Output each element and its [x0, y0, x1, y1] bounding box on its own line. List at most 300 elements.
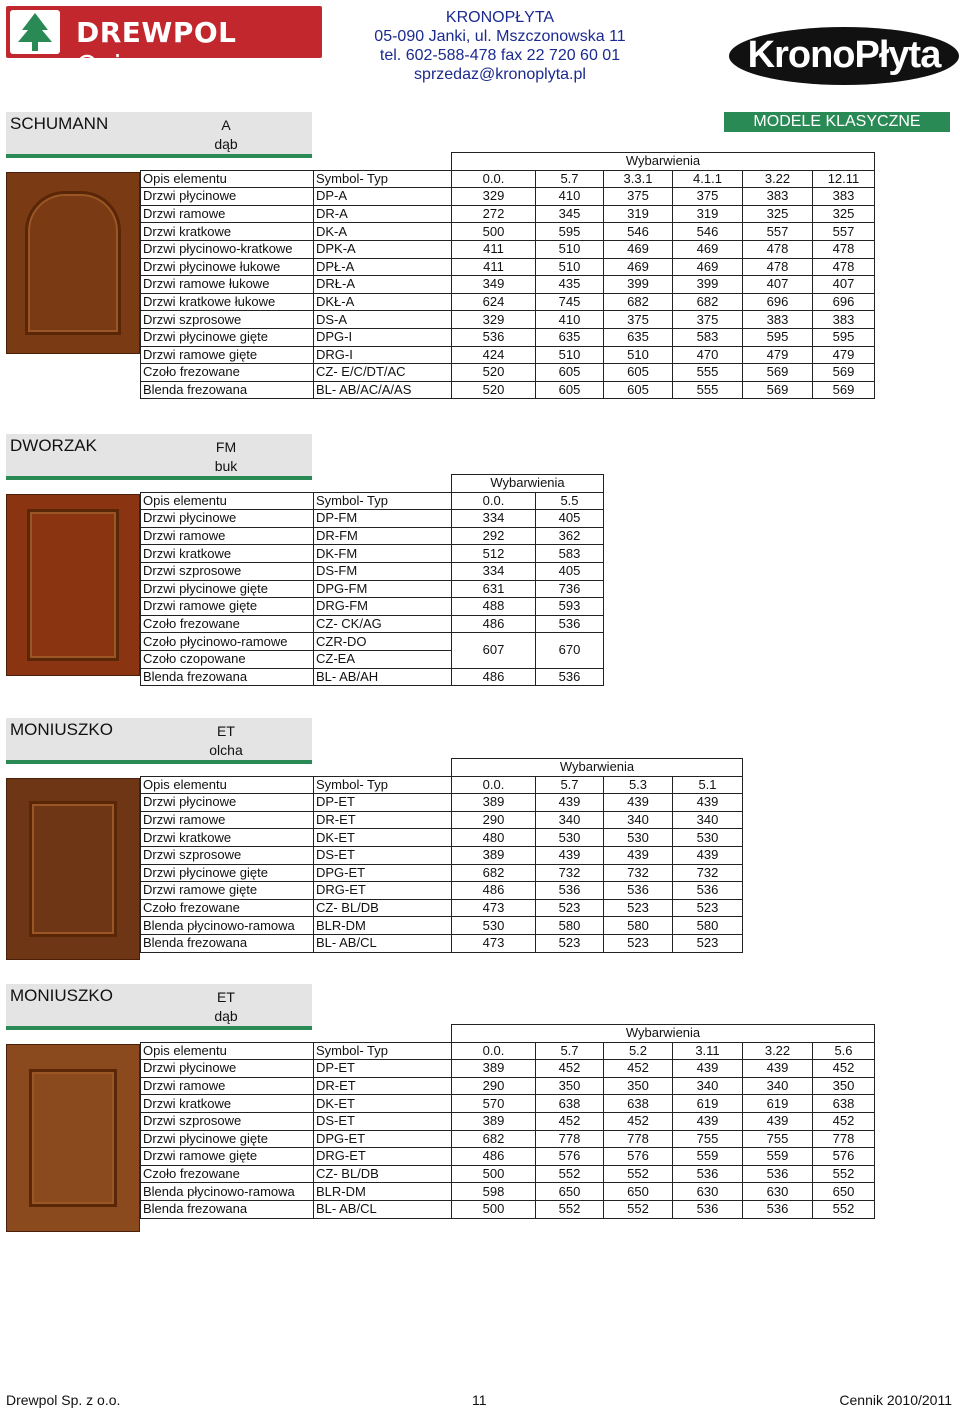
table-row — [141, 381, 875, 399]
element-name: Drzwi ramowe gięte — [141, 882, 314, 900]
section-wood: buk — [214, 458, 238, 474]
price-cell: 488 — [452, 598, 536, 616]
table-row — [141, 562, 604, 580]
symbol-type: DS-ET — [314, 846, 452, 864]
blank-cell — [141, 759, 452, 777]
column-header: 5.1 — [673, 776, 743, 794]
price-cell: 624 — [452, 293, 536, 311]
price-cell: 520 — [452, 364, 536, 382]
table-row — [141, 510, 604, 528]
table-row — [141, 223, 875, 241]
price-cell: 552 — [536, 1200, 604, 1218]
company-address: 05-090 Janki, ul. Mszczonowska 11 — [374, 28, 626, 45]
price-cell: 536 — [743, 1200, 813, 1218]
price-cell: 635 — [536, 328, 604, 346]
price-cell: 569 — [743, 364, 813, 382]
price-cell: 479 — [743, 346, 813, 364]
symbol-type: DPŁ-A — [314, 258, 452, 276]
table-row — [141, 829, 743, 847]
price-cell: 439 — [536, 846, 604, 864]
footer-pricelist: Cennik 2010/2011 — [839, 1392, 952, 1408]
column-header: 3.11 — [673, 1042, 743, 1060]
price-cell: 778 — [604, 1130, 673, 1148]
price-cell: 407 — [813, 276, 875, 294]
price-cell: 375 — [673, 311, 743, 329]
drewpol-logo — [6, 6, 322, 82]
table-header-row — [141, 776, 743, 794]
table-row — [141, 794, 743, 812]
price-cell: 292 — [452, 527, 536, 545]
price-cell: 411 — [452, 240, 536, 258]
price-cell: 325 — [813, 205, 875, 223]
price-cell: 576 — [813, 1148, 875, 1166]
price-cell: 375 — [604, 188, 673, 206]
element-name: Drzwi ramowe gięte — [141, 598, 314, 616]
column-header: Opis elementu — [141, 492, 314, 510]
section-code: FM — [215, 439, 237, 455]
price-cell: 552 — [536, 1165, 604, 1183]
price-cell: 389 — [452, 794, 536, 812]
company-email[interactable]: sprzedaz@kronoplyta.pl — [414, 66, 586, 83]
price-cell: 598 — [452, 1183, 536, 1201]
table-row — [141, 1060, 875, 1078]
price-cell: 670 — [536, 633, 604, 668]
symbol-type: DK-FM — [314, 545, 452, 563]
price-cell: 732 — [536, 864, 604, 882]
table-row — [141, 633, 604, 651]
element-name: Drzwi płycinowe gięte — [141, 1130, 314, 1148]
symbol-type: DK-ET — [314, 1095, 452, 1113]
price-cell: 576 — [536, 1148, 604, 1166]
symbol-type: DS-A — [314, 311, 452, 329]
price-cell: 755 — [743, 1130, 813, 1148]
symbol-type: DRG-I — [314, 346, 452, 364]
symbol-type: DP-A — [314, 188, 452, 206]
table-row — [141, 1200, 875, 1218]
company-info — [340, 8, 660, 84]
symbol-type: DP-ET — [314, 794, 452, 812]
section-wood: dąb — [214, 1008, 238, 1024]
table-row — [141, 328, 875, 346]
price-cell: 557 — [813, 223, 875, 241]
element-name: Drzwi szprosowe — [141, 311, 314, 329]
element-name: Czoło frezowane — [141, 615, 314, 633]
symbol-type: DP-ET — [314, 1060, 452, 1078]
price-cell: 439 — [743, 1112, 813, 1130]
table-row — [141, 580, 604, 598]
column-header: Symbol- Typ — [314, 776, 452, 794]
price-cell: 619 — [673, 1095, 743, 1113]
table-row — [141, 899, 743, 917]
price-cell: 479 — [813, 346, 875, 364]
price-cell: 439 — [743, 1060, 813, 1078]
price-cell: 530 — [452, 917, 536, 935]
price-cell: 536 — [452, 328, 536, 346]
symbol-type: BL- AB/AH — [314, 668, 452, 686]
price-cell: 530 — [536, 829, 604, 847]
price-cell: 650 — [536, 1183, 604, 1201]
price-table-moniuszko-olcha — [140, 758, 743, 953]
tree-icon — [10, 10, 60, 54]
element-name: Drzwi płycinowo-kratkowe — [141, 240, 314, 258]
element-name: Drzwi kratkowe — [141, 545, 314, 563]
price-cell: 512 — [452, 545, 536, 563]
element-name: Blenda frezowana — [141, 668, 314, 686]
column-header: 4.1.1 — [673, 170, 743, 188]
price-cell: 523 — [604, 934, 673, 952]
price-cell: 555 — [673, 381, 743, 399]
price-cell: 399 — [673, 276, 743, 294]
price-cell: 383 — [813, 188, 875, 206]
section-name: SCHUMANN — [10, 114, 109, 133]
symbol-type: BL- AB/AC/A/AS — [314, 381, 452, 399]
symbol-type: DRŁ-A — [314, 276, 452, 294]
price-cell: 510 — [536, 240, 604, 258]
element-name: Drzwi płycinowe łukowe — [141, 258, 314, 276]
price-cell: 340 — [743, 1077, 813, 1095]
price-table-schumann — [140, 152, 875, 399]
table-row — [141, 882, 743, 900]
column-header: 5.6 — [813, 1042, 875, 1060]
section-name: MONIUSZKO — [10, 720, 113, 739]
price-cell: 536 — [536, 668, 604, 686]
element-name: Drzwi płycinowe gięte — [141, 328, 314, 346]
table-row — [141, 545, 604, 563]
element-name: Czoło frezowane — [141, 899, 314, 917]
symbol-type: DPK-A — [314, 240, 452, 258]
price-cell: 424 — [452, 346, 536, 364]
price-cell: 546 — [604, 223, 673, 241]
table-row — [141, 258, 875, 276]
price-cell: 452 — [536, 1060, 604, 1078]
element-name: Drzwi ramowe — [141, 205, 314, 223]
price-cell: 325 — [743, 205, 813, 223]
table-header-row — [141, 170, 875, 188]
price-cell: 478 — [743, 258, 813, 276]
price-cell: 452 — [813, 1112, 875, 1130]
element-name: Drzwi ramowe — [141, 527, 314, 545]
table-row — [141, 864, 743, 882]
price-cell: 469 — [673, 240, 743, 258]
symbol-type: BL- AB/CL — [314, 1200, 452, 1218]
table-row — [141, 846, 743, 864]
element-name: Drzwi szprosowe — [141, 1112, 314, 1130]
price-cell: 452 — [536, 1112, 604, 1130]
symbol-type: DR-ET — [314, 811, 452, 829]
symbol-type: DPG-ET — [314, 864, 452, 882]
table-row — [141, 1148, 875, 1166]
door-image-schumann — [6, 172, 140, 354]
table-row — [141, 205, 875, 223]
price-cell: 486 — [452, 668, 536, 686]
price-cell: 500 — [452, 223, 536, 241]
blank-cell — [141, 153, 452, 171]
price-cell: 555 — [673, 364, 743, 382]
symbol-type: DK-A — [314, 223, 452, 241]
price-cell: 559 — [743, 1148, 813, 1166]
price-cell: 478 — [813, 258, 875, 276]
price-cell: 595 — [536, 223, 604, 241]
footer-company: Drewpol Sp. z o.o. — [6, 1392, 121, 1408]
price-cell: 638 — [813, 1095, 875, 1113]
price-cell: 500 — [452, 1165, 536, 1183]
price-cell: 319 — [673, 205, 743, 223]
price-cell: 569 — [743, 381, 813, 399]
table-header-row — [141, 492, 604, 510]
column-header: 0.0. — [452, 170, 536, 188]
price-cell: 732 — [673, 864, 743, 882]
price-cell: 778 — [536, 1130, 604, 1148]
price-cell: 536 — [673, 1165, 743, 1183]
price-cell: 411 — [452, 258, 536, 276]
price-cell: 755 — [673, 1130, 743, 1148]
element-name: Drzwi kratkowe — [141, 1095, 314, 1113]
price-cell: 340 — [673, 1077, 743, 1095]
table-row — [141, 1095, 875, 1113]
element-name: Blenda płycinowo-ramowa — [141, 1183, 314, 1201]
column-header: 5.2 — [604, 1042, 673, 1060]
element-name: Drzwi ramowe — [141, 811, 314, 829]
element-name: Czoło frezowane — [141, 364, 314, 382]
column-header: 0.0. — [452, 776, 536, 794]
price-cell: 650 — [813, 1183, 875, 1201]
symbol-type: BL- AB/CL — [314, 934, 452, 952]
price-cell: 439 — [536, 794, 604, 812]
column-header: 3.22 — [743, 1042, 813, 1060]
price-cell: 389 — [452, 1060, 536, 1078]
price-cell: 696 — [743, 293, 813, 311]
price-cell: 329 — [452, 188, 536, 206]
price-cell: 486 — [452, 615, 536, 633]
section-name: MONIUSZKO — [10, 986, 113, 1005]
price-cell: 389 — [452, 846, 536, 864]
element-name: Drzwi płycinowe — [141, 794, 314, 812]
price-cell: 552 — [604, 1200, 673, 1218]
price-cell: 536 — [604, 882, 673, 900]
table-row — [141, 188, 875, 206]
wybarwienia-header: Wybarwienia — [452, 475, 604, 493]
price-cell: 682 — [604, 293, 673, 311]
price-cell: 473 — [452, 899, 536, 917]
table-row — [141, 615, 604, 633]
kronoplyta-logo-text: KronoPłyta — [747, 34, 941, 76]
price-cell: 375 — [673, 188, 743, 206]
column-header: Opis elementu — [141, 170, 314, 188]
price-cell: 583 — [673, 328, 743, 346]
price-cell: 536 — [536, 615, 604, 633]
price-table-moniuszko-dab — [140, 1024, 875, 1219]
price-cell: 552 — [813, 1200, 875, 1218]
price-cell: 410 — [536, 311, 604, 329]
price-cell: 405 — [536, 510, 604, 528]
section-code: A — [221, 117, 231, 133]
element-name: Blenda frezowana — [141, 934, 314, 952]
price-cell: 736 — [536, 580, 604, 598]
price-cell: 486 — [452, 1148, 536, 1166]
price-cell: 631 — [452, 580, 536, 598]
door-image-moniuszko-olcha — [6, 778, 140, 960]
price-cell: 350 — [536, 1077, 604, 1095]
column-header: Symbol- Typ — [314, 170, 452, 188]
price-cell: 435 — [536, 276, 604, 294]
price-cell: 638 — [536, 1095, 604, 1113]
table-row — [141, 293, 875, 311]
element-name: Drzwi kratkowe — [141, 223, 314, 241]
price-cell: 362 — [536, 527, 604, 545]
price-cell: 635 — [604, 328, 673, 346]
symbol-type: DK-ET — [314, 829, 452, 847]
element-name: Drzwi kratkowe — [141, 829, 314, 847]
element-name: Drzwi ramowe łukowe — [141, 276, 314, 294]
price-cell: 452 — [813, 1060, 875, 1078]
price-cell: 272 — [452, 205, 536, 223]
price-cell: 523 — [604, 899, 673, 917]
price-cell: 520 — [452, 381, 536, 399]
price-cell: 607 — [452, 633, 536, 668]
price-cell: 576 — [604, 1148, 673, 1166]
element-name: Drzwi płycinowe gięte — [141, 864, 314, 882]
price-cell: 523 — [536, 934, 604, 952]
element-name: Drzwi płycinowe — [141, 510, 314, 528]
column-header: 0.0. — [452, 492, 536, 510]
price-cell: 523 — [536, 899, 604, 917]
section-wood: dąb — [214, 136, 238, 152]
section-wood: olcha — [209, 742, 243, 758]
door-image-dworzak — [6, 494, 140, 676]
element-name: Drzwi ramowe gięte — [141, 346, 314, 364]
price-cell: 630 — [673, 1183, 743, 1201]
price-cell: 383 — [743, 188, 813, 206]
price-cell: 340 — [536, 811, 604, 829]
table-row — [141, 1165, 875, 1183]
price-cell: 290 — [452, 1077, 536, 1095]
price-cell: 552 — [813, 1165, 875, 1183]
element-name: Czoło płycinowo-ramowe — [141, 633, 314, 651]
price-cell: 439 — [673, 1112, 743, 1130]
price-cell: 439 — [604, 846, 673, 864]
price-cell: 559 — [673, 1148, 743, 1166]
price-cell: 452 — [604, 1112, 673, 1130]
price-cell: 745 — [536, 293, 604, 311]
price-cell: 682 — [673, 293, 743, 311]
column-header: Symbol- Typ — [314, 1042, 452, 1060]
column-header: 3.3.1 — [604, 170, 673, 188]
table-row — [141, 364, 875, 382]
price-cell: 439 — [604, 794, 673, 812]
table-row — [141, 811, 743, 829]
symbol-type: DP-FM — [314, 510, 452, 528]
price-cell: 410 — [536, 188, 604, 206]
price-cell: 682 — [452, 864, 536, 882]
table-row — [141, 598, 604, 616]
symbol-type: DS-ET — [314, 1112, 452, 1130]
price-cell: 473 — [452, 934, 536, 952]
element-name: Drzwi ramowe — [141, 1077, 314, 1095]
price-cell: 523 — [673, 899, 743, 917]
price-cell: 500 — [452, 1200, 536, 1218]
price-cell: 478 — [743, 240, 813, 258]
price-cell: 638 — [604, 1095, 673, 1113]
price-cell: 469 — [673, 258, 743, 276]
symbol-type: CZ-EA — [314, 650, 452, 668]
symbol-type: DRG-FM — [314, 598, 452, 616]
price-cell: 478 — [813, 240, 875, 258]
element-name: Blenda frezowana — [141, 381, 314, 399]
price-cell: 650 — [604, 1183, 673, 1201]
wybarwienia-header: Wybarwienia — [452, 1025, 875, 1043]
column-header: 5.7 — [536, 170, 604, 188]
price-cell: 595 — [813, 328, 875, 346]
column-header: Opis elementu — [141, 776, 314, 794]
symbol-type: DPG-FM — [314, 580, 452, 598]
wybarwienia-header: Wybarwienia — [452, 759, 743, 777]
price-cell: 510 — [536, 258, 604, 276]
company-phone: tel. 602-588-478 fax 22 720 60 01 — [379, 47, 621, 64]
element-name: Czoło czopowane — [141, 650, 314, 668]
price-cell: 595 — [743, 328, 813, 346]
blank-cell — [141, 475, 452, 493]
company-name: KRONOPŁYTA — [445, 9, 555, 26]
price-cell: 552 — [604, 1165, 673, 1183]
price-cell: 580 — [673, 917, 743, 935]
table-row — [141, 668, 604, 686]
symbol-type: DPG-I — [314, 328, 452, 346]
door-image-moniuszko-dab — [6, 1044, 140, 1232]
symbol-type: DR-A — [314, 205, 452, 223]
element-name: Blenda frezowana — [141, 1200, 314, 1218]
price-cell: 480 — [452, 829, 536, 847]
price-cell: 536 — [673, 1200, 743, 1218]
price-cell: 290 — [452, 811, 536, 829]
price-cell: 605 — [536, 381, 604, 399]
price-cell: 399 — [604, 276, 673, 294]
price-cell: 696 — [813, 293, 875, 311]
element-name: Drzwi ramowe gięte — [141, 1148, 314, 1166]
symbol-type: DR-FM — [314, 527, 452, 545]
footer-page-number: 11 — [472, 1392, 487, 1408]
table-row — [141, 346, 875, 364]
price-cell: 523 — [673, 934, 743, 952]
price-cell: 350 — [604, 1077, 673, 1095]
price-cell: 469 — [604, 240, 673, 258]
price-cell: 407 — [743, 276, 813, 294]
symbol-type: BLR-DM — [314, 917, 452, 935]
kronoplyta-logo — [728, 26, 960, 86]
price-cell: 510 — [536, 346, 604, 364]
price-cell: 350 — [813, 1077, 875, 1095]
section-code: ET — [217, 723, 235, 739]
symbol-type: CZR-DO — [314, 633, 452, 651]
price-cell: 345 — [536, 205, 604, 223]
column-header: 5.7 — [536, 1042, 604, 1060]
table-row — [141, 1077, 875, 1095]
price-cell: 593 — [536, 598, 604, 616]
price-cell: 583 — [536, 545, 604, 563]
symbol-type: CZ- BL/DB — [314, 899, 452, 917]
element-name: Drzwi szprosowe — [141, 846, 314, 864]
element-name: Drzwi płycinowe gięte — [141, 580, 314, 598]
price-cell: 570 — [452, 1095, 536, 1113]
symbol-type: CZ- E/C/DT/AC — [314, 364, 452, 382]
table-row — [141, 276, 875, 294]
column-header: Symbol- Typ — [314, 492, 452, 510]
blank-cell — [141, 1025, 452, 1043]
price-cell: 536 — [743, 1165, 813, 1183]
price-cell: 340 — [604, 811, 673, 829]
price-cell: 682 — [452, 1130, 536, 1148]
price-cell: 605 — [604, 381, 673, 399]
symbol-type: DPG-ET — [314, 1130, 452, 1148]
